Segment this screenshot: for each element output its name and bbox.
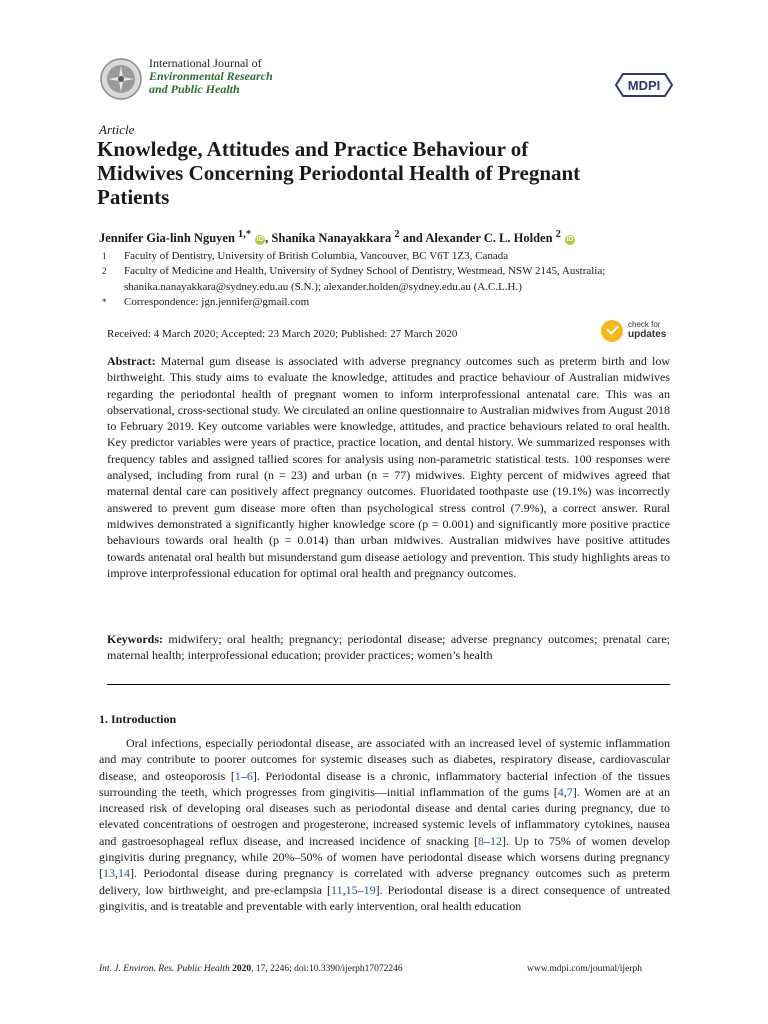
- citation-link[interactable]: 19: [363, 882, 376, 897]
- body-text-segment: Oral infections, especially periodontal disease, are associated with an increased level of systemic inflammation and may contribute to poorer outcomes for systemic diseases such as diabetes, respiratory disease, cardiovascular disease, and osteoporosis [: [99, 736, 670, 783]
- affiliation-text: Faculty of Medicine and Health, University of Sydney School of Dentistry, Westmead, NSW 2145, Australia;: [124, 265, 606, 278]
- body-text-segment: ]. Periodontal disease during pregnancy is correlated with adverse pregnancy outcomes such as preterm delivery, low birthweight, and pre-eclampsia [: [99, 866, 670, 897]
- introduction-paragraph: [99, 735, 670, 914]
- body-text-segment: ]. Up to 75% of women develop gingivitis during pregnancy, while 20%–50% of women have periodontal disease which worsens during pregnancy [: [99, 833, 670, 881]
- orcid-icon[interactable]: iD: [566, 236, 574, 244]
- body-text-segment: ]. Periodontal disease is a direct consequence of untreated gingivitis, and is treatable and preventable with early intervention, oral health education: [99, 882, 670, 913]
- footer-year: 2020: [232, 964, 252, 974]
- citation-link[interactable]: 6: [246, 768, 253, 783]
- affiliation-text: Faculty of Dentistry, University of British Columbia, Vancouver, BC V6T 1Z3, Canada: [124, 250, 509, 262]
- author-list: [99, 229, 575, 246]
- section-divider: [107, 684, 670, 685]
- footer-journal-abbrev: Int. J. Environ. Res. Public Health: [99, 964, 230, 974]
- body-text-segment: –: [240, 768, 247, 783]
- citation-link[interactable]: 1: [234, 768, 241, 783]
- check-updates-line2: updates: [628, 329, 667, 340]
- affiliation-mark: *: [102, 296, 107, 307]
- body-text-segment: ]. Periodontal disease is a chronic, inflammatory bacterial infection of the tissues surrounding the teeth, which progresses from gingivitis—initial inflammation of the gums [: [99, 768, 670, 799]
- keywords: [107, 631, 670, 664]
- journal-logo-icon: [99, 57, 143, 101]
- body-text-segment: ,: [115, 866, 118, 881]
- author-affiliation-mark: 1,*: [238, 229, 252, 240]
- check-for-updates-button[interactable]: [601, 318, 671, 346]
- affiliation-row: [102, 295, 605, 310]
- citation-link[interactable]: 12: [490, 833, 503, 848]
- affiliation-row: [102, 249, 605, 264]
- checkmark-icon: [601, 320, 623, 342]
- footer-volume-doi: , 17, 2246; doi:10.3390/ijerph17072246: [251, 964, 403, 974]
- abstract-label: Abstract:: [107, 354, 156, 368]
- affiliations: [102, 249, 605, 310]
- journal-name-line3: and Public Health: [149, 82, 240, 96]
- affiliation-mark: 2: [102, 266, 107, 277]
- affiliation-row: [102, 280, 605, 295]
- body-text-segment: –: [357, 882, 364, 897]
- author-name: Jennifer Gia-linh Nguyen: [99, 231, 235, 246]
- footer-citation: [99, 964, 403, 974]
- section-heading: 1. Introduction: [99, 712, 177, 726]
- citation-link[interactable]: 4: [557, 784, 564, 799]
- paper-title: Knowledge, Attitudes and Practice Behaviour of Midwives Concerning Periodontal Health of Pregnant Patients: [97, 137, 581, 209]
- abstract: [107, 353, 670, 581]
- affiliation-mark: [102, 280, 124, 295]
- author-separator: and: [399, 231, 426, 246]
- body-text-segment: ,: [342, 882, 346, 897]
- citation-link[interactable]: 11: [331, 882, 343, 897]
- author-affiliation-mark: 2: [555, 229, 561, 240]
- journal-name: [149, 57, 273, 96]
- journal-name-line1: International Journal of: [149, 56, 262, 70]
- affiliation-row: [102, 264, 605, 279]
- citation-link[interactable]: 15: [345, 882, 358, 897]
- affiliation-text: shanika.nanayakkara@sydney.edu.au (S.N.); alexander.holden@sydney.edu.au (A.C.L.H.): [124, 280, 522, 293]
- keywords-text: midwifery; oral health; pregnancy; periodontal disease; adverse pregnancy outcomes; prenatal care; maternal health; interprofessional education; provider practices; women’s health: [107, 632, 670, 663]
- publication-dates: Received: 4 March 2020; Accepted: 23 March 2020; Published: 27 March 2020: [107, 328, 458, 340]
- mdpi-logo: [614, 72, 674, 98]
- author-affiliation-mark: 2: [394, 229, 400, 240]
- citation-link[interactable]: 8: [478, 833, 485, 848]
- keywords-label: Keywords:: [107, 632, 163, 646]
- correspondence-text: Correspondence: jgn.jennifer@gmail.com: [124, 295, 310, 308]
- body-text-segment: ]. Women are at an increased risk of developing oral diseases such as periodontal disease and dental caries during pregnancy, due to elevated concentrations of oestrogen and progesterone, increased systemic levels of inflammatory cytokines, nausea and gastroesophageal reflux disease, and increased incidence of snacking [: [99, 784, 670, 848]
- author-separator: ,: [265, 231, 272, 246]
- affiliation-mark: 1: [102, 251, 107, 261]
- body-text-segment: –: [484, 833, 491, 848]
- orcid-icon[interactable]: iD: [256, 236, 264, 244]
- author-name: Shanika Nanayakkara: [271, 231, 392, 246]
- journal-name-line2: Environmental Research: [149, 69, 273, 83]
- citation-link[interactable]: 7: [566, 784, 573, 799]
- citation-link[interactable]: 13: [103, 866, 115, 881]
- check-updates-line1: check for: [628, 320, 661, 329]
- article-type: Article: [99, 122, 135, 137]
- body-text-segment: ,: [563, 784, 567, 799]
- author-name: Alexander C. L. Holden: [425, 231, 553, 246]
- abstract-text: Maternal gum disease is associated with adverse pregnancy outcomes such as preterm birth and low birthweight. This study aims to evaluate the knowledge, attitudes and practice behaviour of Australian midwives regarding the periodontal health of pregnant women to inform interprofessional antenatal care. This was an observational, cross-sectional study. We circulated an online questionnaire to Australian midwives from August 2018 to February 2019. Key outcome variables were knowledge, attitudes, and practice behaviours related to oral health. Key predictor variables were years of practice, practice location, and dental history. We summarized responses with frequency tables and assigned tallied scores for analysis using non-parametric statistical tests. 100 responses were analysed, including from rural (n = 23) and urban (n = 77) midwives. Eighty percent of midwives agreed that maternal dental care can positively affect pregnancy outcomes. Fluoridated toothpaste use (19.1%) was incorrectly answered to prevent gum disease more often than psychological stress control (7.9%), a correct answer. Rural midwives demonstrated a significantly higher knowledge score (p = 0.001) and significantly more positive practice behaviours towards oral health (p = 0.014) than urban midwives. Australian midwives have positive attitudes towards antenatal oral health but misunderstand gum disease aetiology and prevention. This study highlights areas to improve interprofessional education for optimal oral health and pregnancy outcomes.: [107, 354, 671, 580]
- citation-link[interactable]: 14: [118, 866, 130, 881]
- footer-url[interactable]: www.mdpi.com/journal/ijerph: [527, 964, 642, 974]
- svg-text:MDPI: MDPI: [627, 78, 661, 93]
